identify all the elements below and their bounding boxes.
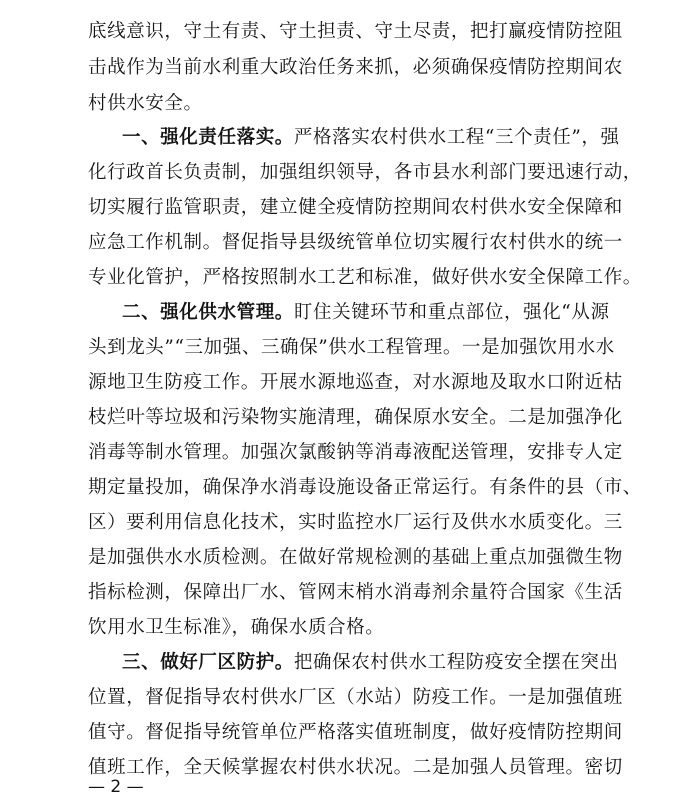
body-text-line: 指标检测，保障出厂水、管网末梢水消毒剂余量符合国家《生活: [88, 582, 623, 603]
body-text-line: 期定量投加，确保净水消毒设施设备正常运行。有条件的县（市、: [88, 477, 642, 498]
body-text-run: 把确保农村供水工程防疫安全摆在突出: [293, 652, 619, 673]
paragraph-first-line: [122, 295, 608, 331]
section-heading: 二、强化供水管理。: [122, 302, 294, 323]
paragraph-first-line: [122, 120, 620, 156]
body-text-line: 值守。督促指导统管单位严格落实值班制度，做好疫情防控期间: [88, 722, 623, 743]
body-text-line: 村供水安全。: [88, 93, 203, 114]
body-text-line: 枝烂叶等垃圾和污染物实施清理，确保原水安全。二是加强净化: [88, 407, 623, 428]
section-heading: 三、做好厂区防护。: [122, 652, 294, 673]
section-heading: 一、强化责任落实。: [122, 127, 294, 148]
body-text-line: 消毒等制水管理。加强次氯酸钠等消毒液配送管理，安排专人定: [88, 442, 623, 463]
body-text-line: 饮用水卫生标准》，确保水质合格。: [88, 617, 385, 638]
body-text-line: 是加强供水水质检测。在做好常规检测的基础上重点加强微生物: [88, 547, 623, 568]
page-number: — 2 —: [88, 777, 144, 797]
body-text-line: 切实履行监管职责，建立健全疫情防控期间农村供水安全保障和: [88, 197, 623, 218]
body-text-run: 盯住关键环节和重点部位，强化“从源: [293, 302, 610, 323]
body-text-line: 区）要利用信息化技术，实时监控水厂运行及供水水质变化。三: [88, 512, 623, 533]
body-text-line: 位置，督促指导农村供水厂区（水站）防疫工作。一是加强值班: [88, 687, 623, 708]
body-text-line: 专业化管护，严格按照制水工艺和标准，做好供水安全保障工作。: [88, 267, 642, 288]
body-text-line: 值班工作，全天候掌握农村供水状况。二是加强人员管理。密切: [88, 757, 623, 778]
body-text-line: 底线意识，守土有责、守土担责、守土尽责，把打赢疫情防控阻: [88, 21, 623, 42]
body-text-line: 头到龙头”“三加强、三确保”供水工程管理。一是加强饮用水水: [88, 337, 615, 358]
body-text-run: 严格落实农村供水工程“三个责任”，强: [293, 127, 620, 148]
body-text-line: 击战作为当前水利重大政治任务来抓，必须确保疫情防控期间农: [88, 57, 623, 78]
body-text-line: 化行政首长负责制，加强组织领导，各市县水利部门要迅速行动，: [88, 162, 642, 183]
paragraph-first-line: [122, 645, 619, 681]
body-text-line: 应急工作机制。督促指导县级统管单位切实履行农村供水的统一: [88, 232, 623, 253]
body-text-line: 源地卫生防疫工作。开展水源地巡查，对水源地及取水口附近枯: [88, 372, 623, 393]
